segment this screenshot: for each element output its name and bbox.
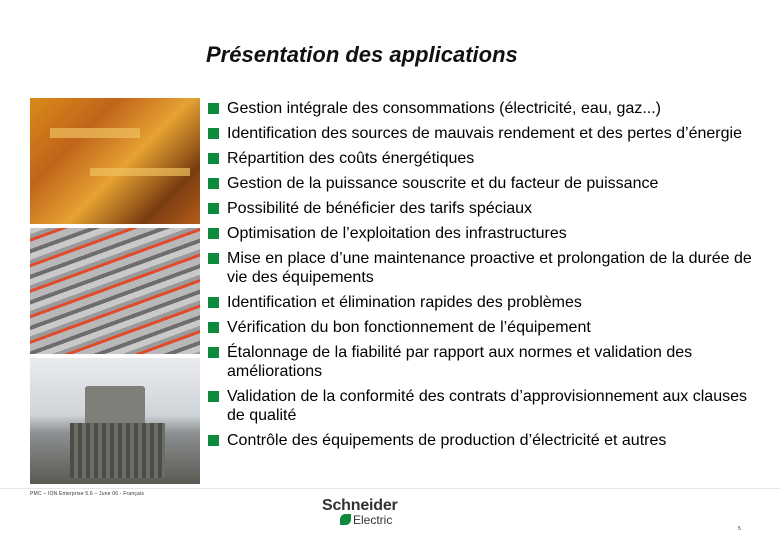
list-item: Mise en place d’une maintenance proactive et prolongation de la durée de vie des équipements bbox=[208, 249, 763, 287]
schneider-electric-logo bbox=[322, 497, 398, 527]
footer-divider bbox=[0, 488, 780, 489]
slide-title: Présentation des applications bbox=[206, 42, 518, 67]
square-bullet-icon bbox=[208, 178, 219, 189]
list-item: Identification et élimination rapides des problèmes bbox=[208, 293, 763, 312]
list-item: Possibilité de bénéficier des tarifs spéciaux bbox=[208, 199, 763, 218]
page-number: 5 bbox=[738, 526, 741, 532]
list-item: Gestion de la puissance souscrite et du facteur de puissance bbox=[208, 174, 763, 193]
logo-wordmark-bottom: Electric bbox=[353, 513, 393, 527]
square-bullet-icon bbox=[208, 228, 219, 239]
square-bullet-icon bbox=[208, 128, 219, 139]
list-item: Identification des sources de mauvais rendement et des pertes d’énergie bbox=[208, 124, 763, 143]
list-item: Validation de la conformité des contrats d’approvisionnement aux clauses de qualité bbox=[208, 387, 763, 425]
logo-leaf-icon bbox=[340, 514, 351, 525]
list-item: Optimisation de l’exploitation des infrastructures bbox=[208, 224, 763, 243]
square-bullet-icon bbox=[208, 347, 219, 358]
list-item: Contrôle des équipements de production d’électricité et autres bbox=[208, 431, 763, 450]
logo-wordmark-top: Schneider bbox=[322, 497, 398, 514]
square-bullet-icon bbox=[208, 435, 219, 446]
square-bullet-icon bbox=[208, 203, 219, 214]
list-item: Vérification du bon fonctionnement de l’équipement bbox=[208, 318, 763, 337]
transformer-photo bbox=[30, 358, 200, 484]
square-bullet-icon bbox=[208, 253, 219, 264]
list-item: Répartition des coûts énergétiques bbox=[208, 149, 763, 168]
footer-caption: PMC – ION Enterprise 5.6 – June 06 - Français bbox=[30, 491, 145, 497]
industrial-boiler-photo bbox=[30, 98, 200, 224]
square-bullet-icon bbox=[208, 322, 219, 333]
application-list bbox=[208, 99, 763, 456]
production-line-photo bbox=[30, 228, 200, 354]
square-bullet-icon bbox=[208, 391, 219, 402]
photo-column bbox=[30, 98, 200, 488]
square-bullet-icon bbox=[208, 153, 219, 164]
list-item: Étalonnage de la fiabilité par rapport aux normes et validation des améliorations bbox=[208, 343, 763, 381]
square-bullet-icon bbox=[208, 103, 219, 114]
square-bullet-icon bbox=[208, 297, 219, 308]
list-item: Gestion intégrale des consommations (électricité, eau, gaz...) bbox=[208, 99, 763, 118]
